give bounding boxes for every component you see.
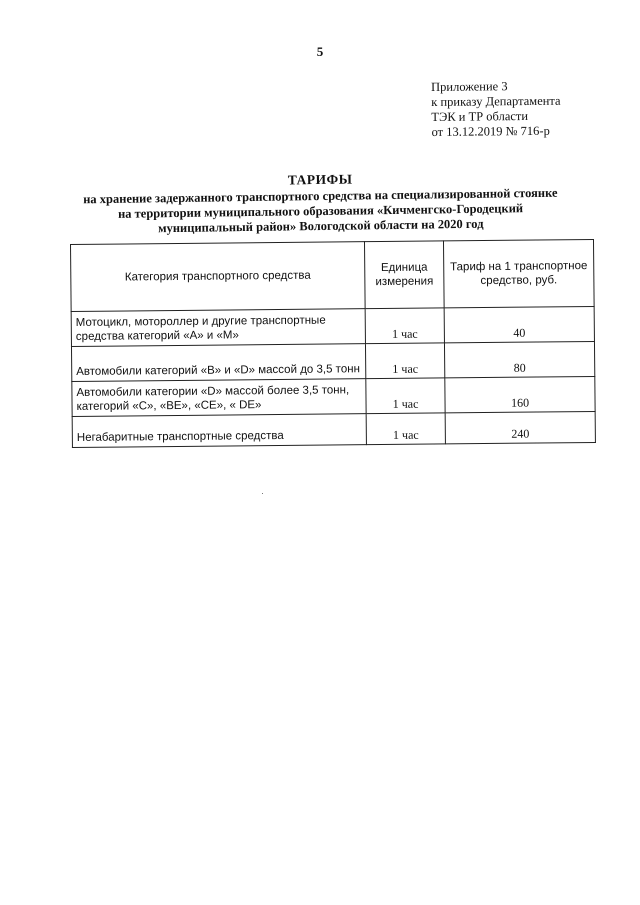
row-category: Автомобили категорий «В» и «D» массой до 3,5 тонн bbox=[71, 344, 365, 382]
table-row bbox=[72, 376, 595, 416]
table-row bbox=[72, 411, 595, 447]
appendix-line: к приказу Департамента bbox=[431, 93, 561, 109]
document-title bbox=[70, 169, 571, 238]
row-unit: 1 час bbox=[365, 308, 444, 344]
tariff-table-wrapper bbox=[70, 239, 596, 448]
appendix-header bbox=[431, 79, 561, 140]
row-unit: 1 час bbox=[365, 343, 444, 379]
header-category: Категория транспортного средства bbox=[71, 242, 366, 312]
appendix-line: ТЭК и ТР области bbox=[431, 108, 529, 124]
row-rate: 80 bbox=[444, 341, 594, 377]
row-rate: 160 bbox=[445, 376, 595, 412]
appendix-line: Приложение 3 bbox=[431, 79, 508, 94]
header-rate: Тариф на 1 транспортное средство, руб. bbox=[443, 239, 594, 307]
row-unit: 1 час bbox=[366, 413, 445, 445]
title-subline: на территории муниципального образования «Кичменгско-Городецкий bbox=[117, 201, 524, 221]
tariff-table bbox=[70, 239, 596, 448]
appendix-line: от 13.12.2019 № 716-р bbox=[431, 123, 550, 139]
row-category: Негабаритные транспортные средства bbox=[72, 414, 366, 448]
row-rate: 240 bbox=[445, 411, 595, 443]
title-subline: на хранение задержанного транспортного средства на специализированной стоянке bbox=[83, 185, 558, 207]
row-category: Мотоцикл, мотороллер и другие транспортные средства категорий «А» и «М» bbox=[71, 309, 365, 347]
table-row bbox=[71, 306, 594, 346]
table-row bbox=[71, 341, 594, 381]
header-unit: Единица измерения bbox=[364, 241, 444, 309]
table-header-row bbox=[71, 239, 595, 311]
row-category: Автомобили категории «D» массой более 3,5 тонн, категорий «С», «ВЕ», «СЕ», « DE» bbox=[72, 379, 366, 417]
title-heading: ТАРИФЫ bbox=[287, 171, 353, 188]
row-unit: 1 час bbox=[366, 378, 445, 414]
scan-speck bbox=[262, 493, 263, 494]
title-subline: муниципальный район» Вологодской области на 2020 год bbox=[157, 216, 484, 236]
page-number: 5 bbox=[316, 44, 324, 59]
row-rate: 40 bbox=[444, 306, 594, 342]
